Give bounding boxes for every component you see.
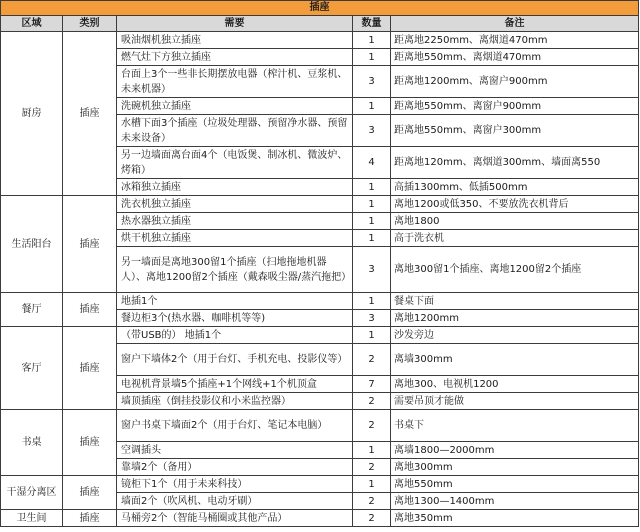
need-cell: 水槽下面3个插座（垃圾处理器、预留净水器、预留未来设备） <box>117 115 353 147</box>
need-cell: 洗衣机独立插座 <box>117 196 353 213</box>
qty-cell: 1 <box>353 327 391 344</box>
note-cell: 离地1200mm <box>391 310 639 327</box>
table-row <box>1 327 639 344</box>
note-cell: 离地300mm <box>391 459 639 476</box>
note-cell: 距离地2250mm、离烟道470mm <box>391 32 639 49</box>
note-cell: 高于洗衣机 <box>391 230 639 247</box>
region-cell: 餐厅 <box>1 293 63 327</box>
qty-cell: 1 <box>353 442 391 459</box>
note-cell: 距离地550mm、离烟道470mm <box>391 49 639 66</box>
qty-cell: 2 <box>353 510 391 527</box>
qty-cell: 3 <box>353 66 391 98</box>
qty-cell: 1 <box>353 98 391 115</box>
qty-cell: 1 <box>353 476 391 493</box>
note-cell: 距离地120mm、离烟道300mm、墙面离550 <box>391 147 639 179</box>
header-region: 区域 <box>1 16 63 32</box>
note-cell: 沙发旁边 <box>391 327 639 344</box>
note-cell: 高插1300mm、低插500mm <box>391 179 639 196</box>
region-cell: 厨房 <box>1 32 63 196</box>
need-cell: 电视机背景墙5个插座+1个网线+1个机顶盒 <box>117 376 353 393</box>
category-cell: 插座 <box>63 476 117 510</box>
category-cell: 插座 <box>63 32 117 196</box>
header-qty: 数量 <box>353 16 391 32</box>
need-cell: 地插1个 <box>117 293 353 310</box>
category-cell: 插座 <box>63 196 117 293</box>
note-cell: 需要吊顶才能做 <box>391 393 639 410</box>
category-cell: 插座 <box>63 327 117 410</box>
qty-cell: 1 <box>353 293 391 310</box>
region-cell: 书桌 <box>1 410 63 476</box>
qty-cell: 4 <box>353 147 391 179</box>
note-cell: 距离地550mm、离窗户900mm <box>391 98 639 115</box>
qty-cell: 1 <box>353 230 391 247</box>
need-cell: 窗户下墙体2个（用于台灯、手机充电、投影仪等） <box>117 344 353 376</box>
note-cell: 餐桌下面 <box>391 293 639 310</box>
note-cell: 距离地550mm、离窗户300mm <box>391 115 639 147</box>
need-cell: 燃气灶下方独立插座 <box>117 49 353 66</box>
need-cell: 墙顶插座（倒挂投影仪和小米监控器） <box>117 393 353 410</box>
category-cell: 插座 <box>63 410 117 476</box>
note-cell: 离地1800 <box>391 213 639 230</box>
region-cell: 干湿分离区 <box>1 476 63 510</box>
table-row <box>1 476 639 493</box>
need-cell: 洗碗机独立插座 <box>117 98 353 115</box>
qty-cell: 3 <box>353 310 391 327</box>
category-cell: 插座 <box>63 510 117 527</box>
region-cell: 生活阳台 <box>1 196 63 293</box>
note-cell: 离地1200或低350、不要放洗衣机背后 <box>391 196 639 213</box>
table-row <box>1 293 639 310</box>
table-row <box>1 196 639 213</box>
header-note: 备注 <box>391 16 639 32</box>
need-cell: 烘干机独立插座 <box>117 230 353 247</box>
qty-cell: 1 <box>353 32 391 49</box>
qty-cell: 7 <box>353 376 391 393</box>
region-cell: 客厅 <box>1 327 63 410</box>
qty-cell: 2 <box>353 344 391 376</box>
note-cell: 离地300、电视机1200 <box>391 376 639 393</box>
note-cell: 离地300留1个插座、离地1200留2个插座 <box>391 247 639 293</box>
qty-cell: 1 <box>353 49 391 66</box>
note-cell: 离墙300mm <box>391 344 639 376</box>
need-cell: 冰箱独立插座 <box>117 179 353 196</box>
need-cell: 靠墙2个（备用） <box>117 459 353 476</box>
table-row <box>1 32 639 49</box>
header-need: 需要 <box>117 16 353 32</box>
need-cell: 马桶旁2个（智能马桶圈或其他产品） <box>117 510 353 527</box>
need-cell: 窗户书桌下墙面2个（用于台灯、笔记本电脑） <box>117 410 353 442</box>
need-cell: 热水器独立插座 <box>117 213 353 230</box>
note-cell: 离地1300—1400mm <box>391 493 639 510</box>
table-row <box>1 510 639 527</box>
header-category: 类别 <box>63 16 117 32</box>
table-row <box>1 410 639 442</box>
need-cell: 吸油烟机独立插座 <box>117 32 353 49</box>
qty-cell: 2 <box>353 493 391 510</box>
need-cell: 镜柜下1个（用于未来科技） <box>117 476 353 493</box>
note-cell: 离墙1800—2000mm <box>391 442 639 459</box>
need-cell: 台面上3个一些非长期摆放电器（榨汁机、豆浆机、未来机器） <box>117 66 353 98</box>
category-cell: 插座 <box>63 293 117 327</box>
note-cell: 书桌下 <box>391 410 639 442</box>
qty-cell: 1 <box>353 196 391 213</box>
note-cell: 离地550mm <box>391 476 639 493</box>
table-title-row <box>1 1 639 16</box>
qty-cell: 2 <box>353 459 391 476</box>
qty-cell: 1 <box>353 179 391 196</box>
qty-cell: 1 <box>353 213 391 230</box>
qty-cell: 3 <box>353 247 391 293</box>
qty-cell: 2 <box>353 393 391 410</box>
need-cell: 餐边柜3个(热水器、咖啡机等等) <box>117 310 353 327</box>
region-cell: 卫生间 <box>1 510 63 527</box>
note-cell: 距离地1200mm、离窗户900mm <box>391 66 639 98</box>
note-cell: 离地350mm <box>391 510 639 527</box>
qty-cell: 3 <box>353 115 391 147</box>
need-cell: 另一边墙面离台面4个（电饭煲、制冰机、微波炉、烤箱） <box>117 147 353 179</box>
need-cell: 另一墙面是离地300留1个插座（扫地拖地机器人）、离地1200留2个插座（戴森吸尘器/蒸汽拖把） <box>117 247 353 293</box>
table-header-row <box>1 16 639 32</box>
need-cell: 空调插头 <box>117 442 353 459</box>
table-title: 插座 <box>1 1 639 16</box>
need-cell: （带USB的） 地插1个 <box>117 327 353 344</box>
need-cell: 墙面2个（吹风机、电动牙刷） <box>117 493 353 510</box>
qty-cell: 2 <box>353 410 391 442</box>
